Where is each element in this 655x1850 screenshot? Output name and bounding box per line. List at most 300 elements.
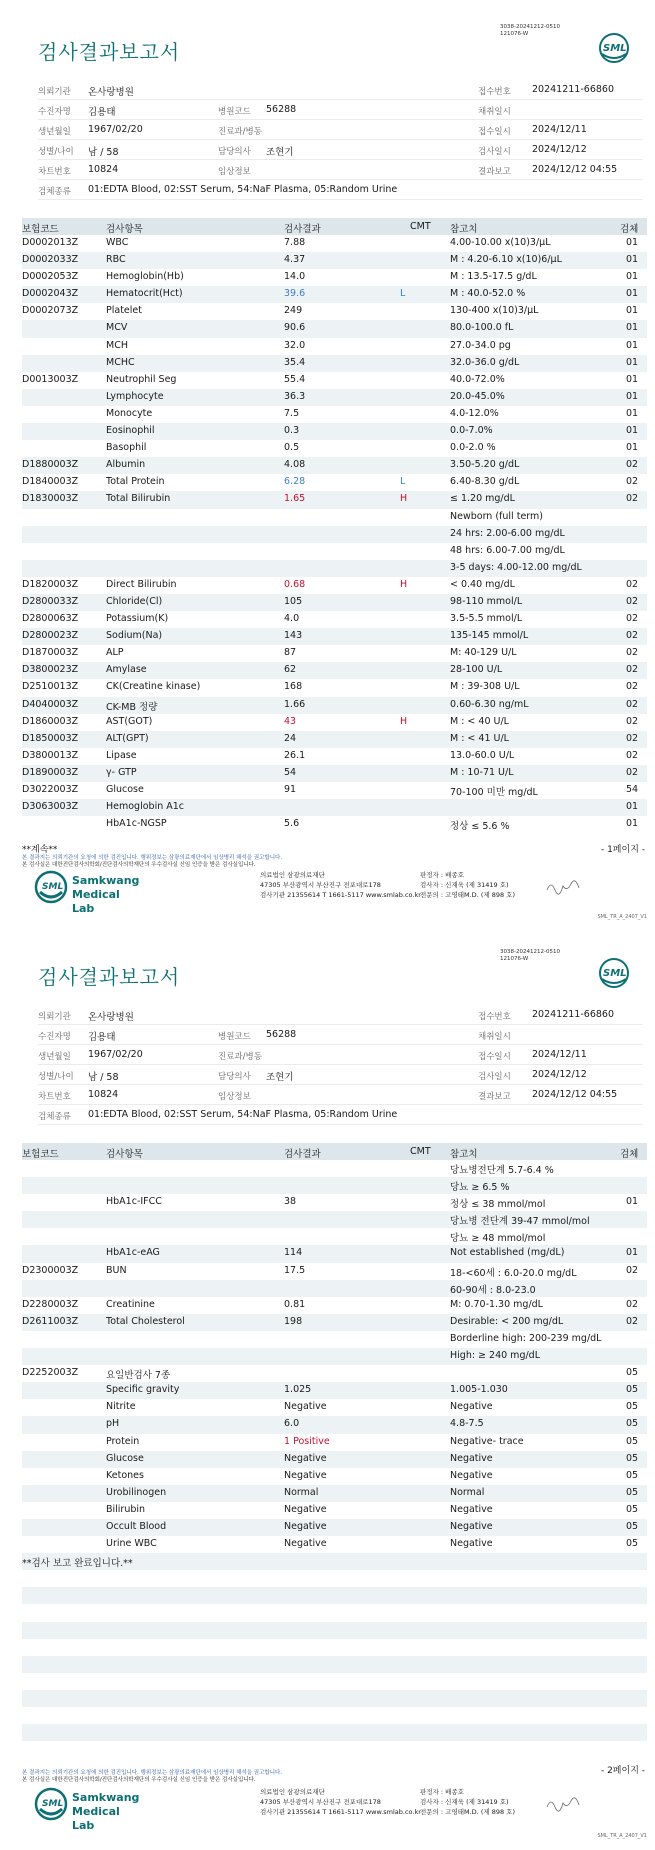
cell-item: Urobilinogen xyxy=(106,1486,167,1498)
cell-code: D3063003Z xyxy=(22,801,79,813)
cell-item: BUN xyxy=(106,1264,127,1276)
results-table-page-2 xyxy=(22,1143,647,1741)
cell-ref: 0.0-2.0 % xyxy=(450,442,496,454)
cell-item: Total Cholesterol xyxy=(106,1315,185,1327)
cell-code: D4040003Z xyxy=(22,698,79,710)
cell-ref: M : 4.20-6.10 x(10)6/μL xyxy=(450,254,562,266)
cell-ref: 3.50-5.20 g/dL xyxy=(450,459,520,471)
cell-spec: 01 xyxy=(626,801,639,813)
table-row xyxy=(22,543,647,560)
cell-spec: 02 xyxy=(626,715,639,727)
cell-item: Lymphocyte xyxy=(106,390,164,402)
cell-code: D1840003Z xyxy=(22,476,79,488)
cell-result: 1.66 xyxy=(284,698,306,710)
cell-spec: 02 xyxy=(626,1264,639,1276)
cell-spec: 01 xyxy=(626,442,639,454)
cell-ref: M: 40-129 U/L xyxy=(450,647,517,659)
table-row xyxy=(22,1485,647,1502)
cell-spec: 01 xyxy=(626,1196,639,1208)
cell-ref: Negative xyxy=(450,1469,493,1481)
cell-item: HbA1c-NGSP xyxy=(106,818,167,830)
table-row xyxy=(22,269,647,286)
empty-row xyxy=(22,1639,647,1656)
cell-spec: 01 xyxy=(626,288,639,300)
table-row xyxy=(22,286,647,303)
cell-item: Bilirubin xyxy=(106,1503,146,1515)
table-row xyxy=(22,423,647,440)
cell-ref: Negative xyxy=(450,1538,493,1550)
cell-spec: 02 xyxy=(626,1315,639,1327)
cell-spec: 02 xyxy=(626,595,639,607)
cell-code: D1830003Z xyxy=(22,493,79,505)
cell-ref: 1.005-1.030 xyxy=(450,1384,508,1396)
table-header: 보험코드 검사항목 검사결과 CMT 참고치 검체 xyxy=(22,218,647,235)
cell-result: 105 xyxy=(284,595,303,607)
cell-ref: 4.8-7.5 xyxy=(450,1418,484,1430)
cell-item: CK-MB 정량 xyxy=(106,701,158,713)
cell-ref: 70-100 미만 mg/dL xyxy=(450,787,538,798)
cell-code: D2800033Z xyxy=(22,595,79,607)
cell-result: 90.6 xyxy=(284,322,306,334)
signature-icon xyxy=(545,876,581,896)
cell-ref: 당뇨병전단계 5.7-6.4 % xyxy=(450,1165,554,1176)
cell-result: 87 xyxy=(284,647,297,659)
cell-result: Normal xyxy=(284,1486,319,1498)
cell-spec: 01 xyxy=(626,1247,639,1259)
cell-result: 35.4 xyxy=(284,356,306,368)
cell-result: 0.68 xyxy=(284,578,306,590)
cell-result: 14.0 xyxy=(284,271,306,283)
table-row xyxy=(22,509,647,526)
table-row xyxy=(22,1468,647,1485)
cell-spec: 05 xyxy=(626,1538,639,1550)
cell-item: Platelet xyxy=(106,305,142,317)
cell-result: 54 xyxy=(284,766,297,778)
table-row xyxy=(22,1177,647,1194)
cell-ref: 27.0-34.0 pg xyxy=(450,339,511,351)
cell-code: D2252003Z xyxy=(22,1367,79,1379)
table-row xyxy=(22,662,647,679)
table-row xyxy=(22,252,647,269)
cell-item: Basophil xyxy=(106,442,147,454)
cell-item: Sodium(Na) xyxy=(106,630,163,642)
cell-item: Neutrophil Seg xyxy=(106,373,177,385)
samkwang-logo: SML Samkwang Medical Lab xyxy=(34,868,144,914)
cell-item: ALP xyxy=(106,647,124,659)
cell-ref: 130-400 x(10)3/μL xyxy=(450,305,539,317)
cell-item: Glucose xyxy=(106,1452,144,1464)
cell-result: 5.6 xyxy=(284,818,300,830)
table-row xyxy=(22,1519,647,1536)
cell-result: Negative xyxy=(284,1538,327,1550)
cell-spec: 05 xyxy=(626,1401,639,1413)
cell-spec: 01 xyxy=(626,356,639,368)
table-row xyxy=(22,1434,647,1451)
cell-spec: 05 xyxy=(626,1520,639,1532)
cell-result: 17.5 xyxy=(284,1264,306,1276)
cell-spec: 02 xyxy=(626,630,639,642)
report-title: 검사결과보고서 xyxy=(38,40,181,64)
cell-ref: M: 0.70-1.30 mg/dL xyxy=(450,1298,543,1310)
cell-ref: ≤ 1.20 mg/dL xyxy=(450,493,515,505)
table-row xyxy=(22,1553,647,1570)
cell-result: Negative xyxy=(284,1452,327,1464)
empty-row xyxy=(22,1707,647,1724)
cell-spec: 02 xyxy=(626,613,639,625)
empty-row xyxy=(22,1656,647,1673)
cell-result: 1 Positive xyxy=(284,1435,330,1447)
cell-result: 249 xyxy=(284,305,303,317)
cell-spec: 02 xyxy=(626,578,639,590)
cell-code: D2611003Z xyxy=(22,1315,79,1327)
cell-spec: 05 xyxy=(626,1418,639,1430)
patient-info: 의뢰기관 온사랑병원 접수번호 20241211-66860 수진자명 김용태 병원코드 56288 채취일시 생년월일 1967/02/20 진료과/병동 접수일시 2024/12/11 성별/나이 남 / 58 담당의사 조현기 검사일시 2024/12/12 차트번호 10824 임상정보 결과보고 2024/12/12 04:55 검체종류 01:EDTA Blood, 02:SST Serum, 54:NaF Plasma, 05:Random Urine xyxy=(38,1005,643,1125)
cell-result: 36.3 xyxy=(284,390,306,402)
empty-row xyxy=(22,1724,647,1741)
cell-item: Nitrite xyxy=(106,1401,136,1413)
cell-ref: 당뇨병 전단계 39-47 mmol/mol xyxy=(450,1216,590,1228)
cell-item: Occult Blood xyxy=(106,1520,167,1532)
table-row xyxy=(22,406,647,423)
cell-result: 55.4 xyxy=(284,373,306,385)
cell-ref: M : 13.5-17.5 g/dL xyxy=(450,271,537,283)
cell-item: AST(GOT) xyxy=(106,715,153,727)
cell-item: Lipase xyxy=(106,749,137,761)
cell-ref: M : 40.0-52.0 % xyxy=(450,288,526,300)
cell-result: 4.37 xyxy=(284,254,306,266)
cell-flag: L xyxy=(400,288,406,300)
table-row xyxy=(22,816,647,833)
cell-result: 114 xyxy=(284,1247,303,1259)
report-page-2 xyxy=(0,925,655,1850)
cell-code: D3800013Z xyxy=(22,749,79,761)
cell-item: Protein xyxy=(106,1435,140,1447)
cell-ref: 정상 ≤ 5.6 % xyxy=(450,821,510,833)
table-row xyxy=(22,338,647,355)
sml-logo-icon: SML xyxy=(598,32,630,64)
cell-result: Negative xyxy=(284,1469,327,1481)
cell-item: Chloride(Cl) xyxy=(106,595,163,607)
table-row xyxy=(22,355,647,372)
cell-flag: H xyxy=(400,715,408,727)
cell-ref: 32.0-36.0 g/dL xyxy=(450,356,520,368)
cell-item: pH xyxy=(106,1418,120,1430)
table-row xyxy=(22,731,647,748)
cell-ref: 20.0-45.0% xyxy=(450,390,505,402)
cell-ref: < 0.40 mg/dL xyxy=(450,578,515,590)
cell-ref: Newborn (full term) xyxy=(450,510,543,522)
empty-row xyxy=(22,1622,647,1639)
table-row xyxy=(22,303,647,320)
cell-ref: 13.0-60.0 U/L xyxy=(450,749,515,761)
cell-code: D1890003Z xyxy=(22,766,79,778)
cell-code: D0002053Z xyxy=(22,271,79,283)
disclaimer: 본 결과지는 의뢰기관의 요청에 의한 검진입니다. 행위정보는 삼광의료재단에서 임상병리 해석을 권고합니다. 본 검사실은 대한진단검사의학회/진단검사의학재단의 우수검사실 신임 인증을 받은 검사실입니다. xyxy=(22,855,283,868)
cell-code: D2300003Z xyxy=(22,1264,79,1276)
cell-spec: 01 xyxy=(626,818,639,830)
cell-spec: 01 xyxy=(626,237,639,248)
table-row xyxy=(22,1536,647,1553)
cell-spec: 05 xyxy=(626,1384,639,1396)
cell-item: Specific gravity xyxy=(106,1384,180,1396)
table-row xyxy=(22,1297,647,1314)
cell-code: D0013003Z xyxy=(22,373,79,385)
cell-ref: High: ≥ 240 mg/dL xyxy=(450,1350,540,1362)
table-row xyxy=(22,594,647,611)
cell-item: Creatinine xyxy=(106,1298,155,1310)
table-row xyxy=(22,1365,647,1382)
table-row xyxy=(22,440,647,457)
version-code: SML_TR_A_2407_V1 xyxy=(597,914,647,920)
report-title: 검사결과보고서 xyxy=(38,965,181,989)
cell-result: 198 xyxy=(284,1315,303,1327)
table-row xyxy=(22,474,647,491)
table-row xyxy=(22,1502,647,1519)
cell-item: Albumin xyxy=(106,459,146,471)
cell-result: 62 xyxy=(284,664,297,676)
cell-ref: 24 hrs: 2.00-6.00 mg/dL xyxy=(450,527,565,539)
cell-code: D0002043Z xyxy=(22,288,79,300)
cell-spec: 02 xyxy=(626,732,639,744)
cell-result: 43 xyxy=(284,715,297,727)
cell-item: Eosinophil xyxy=(106,425,155,437)
cell-result: Negative xyxy=(284,1503,327,1515)
cell-ref: M : 10-71 U/L xyxy=(450,766,514,778)
page-number: - 2페이지 - xyxy=(600,1766,645,1776)
table-row xyxy=(22,372,647,389)
results-table-page-1 xyxy=(22,218,647,833)
cell-ref: 60-90세 : 8.0-23.0 xyxy=(450,1284,536,1296)
cell-ref: Borderline high: 200-239 mg/dL xyxy=(450,1332,602,1344)
table-row xyxy=(22,765,647,782)
cell-result: 26.1 xyxy=(284,749,306,761)
cell-flag: L xyxy=(400,476,406,488)
cell-ref: 4.0-12.0% xyxy=(450,407,499,419)
cell-ref: 0.0-7.0% xyxy=(450,425,493,437)
cell-spec: 02 xyxy=(626,1298,639,1310)
cell-ref: Desirable: < 200 mg/dL xyxy=(450,1315,564,1327)
cell-flag: H xyxy=(400,493,408,505)
cell-code: D2800063Z xyxy=(22,613,79,625)
cell-item: Hemoglobin(Hb) xyxy=(106,271,184,283)
cell-ref: 3-5 days: 4.00-12.00 mg/dL xyxy=(450,561,582,573)
cell-item: Direct Bilirubin xyxy=(106,578,177,590)
cell-code: D2280003Z xyxy=(22,1298,79,1310)
table-row xyxy=(22,457,647,474)
table-row xyxy=(22,628,647,645)
cell-item: Total Bilirubin xyxy=(106,493,171,505)
cell-item: γ- GTP xyxy=(106,766,137,778)
sml-logo-icon: SML xyxy=(598,957,630,989)
cell-ref: Negative- trace xyxy=(450,1435,524,1447)
cell-item: RBC xyxy=(106,254,126,266)
cell-ref: 98-110 mmol/L xyxy=(450,595,523,607)
table-row xyxy=(22,1245,647,1262)
cell-result: 38 xyxy=(284,1196,297,1208)
cell-ref: 6.40-8.30 g/dL xyxy=(450,476,520,488)
cell-ref: M : < 40 U/L xyxy=(450,715,509,727)
cell-ref: Negative xyxy=(450,1452,493,1464)
empty-row xyxy=(22,1604,647,1621)
cell-result: 4.0 xyxy=(284,613,300,625)
table-row xyxy=(22,1263,647,1280)
cell-ref: 48 hrs: 6.00-7.00 mg/dL xyxy=(450,544,565,556)
table-row xyxy=(22,679,647,696)
table-row xyxy=(22,748,647,765)
lab-address: 의료법인 삼광의료재단 47305 부산광역시 부산진구 전포대로178 검사기관 21355614 T 1661-5117 www.smlab.co.kr xyxy=(260,1788,421,1816)
cell-spec: 02 xyxy=(626,476,639,488)
cell-spec: 02 xyxy=(626,681,639,693)
signatories: 판정자 : 배종호 검사자 : 신재욱 (제 31419 호) 전문의 : 고영태M.D. (제 898 호) xyxy=(420,871,515,899)
cell-item: 요일반검사 7종 xyxy=(106,1370,171,1382)
patient-info: 의뢰기관 온사랑병원 접수번호 20241211-66860 수진자명 김용태 병원코드 56288 채취일시 생년월일 1967/02/20 진료과/병동 접수일시 2024/12/11 성별/나이 남 / 58 담당의사 조현기 검사일시 2024/12/12 차트번호 10824 임상정보 결과보고 2024/12/12 04:55 검체종류 01:EDTA Blood, 02:SST Serum, 54:NaF Plasma, 05:Random Urine xyxy=(38,80,643,200)
cell-ref: 당뇨 ≥ 48 mmol/mol xyxy=(450,1233,546,1245)
cell-ref: Negative xyxy=(450,1520,493,1532)
table-row xyxy=(22,714,647,731)
cell-item: WBC xyxy=(106,237,129,248)
cell-spec: 01 xyxy=(626,425,639,437)
cell-spec: 02 xyxy=(626,664,639,676)
cell-spec: 02 xyxy=(626,698,639,710)
cell-item: Urine WBC xyxy=(106,1538,157,1550)
cell-code: D0002013Z xyxy=(22,237,79,248)
cell-code: D1860003Z xyxy=(22,715,79,727)
cell-ref: 40.0-72.0% xyxy=(450,373,505,385)
cell-spec: 01 xyxy=(626,271,639,283)
table-row xyxy=(22,1228,647,1245)
cell-code: D1870003Z xyxy=(22,647,79,659)
cell-spec: 01 xyxy=(626,373,639,385)
cell-spec: 05 xyxy=(626,1452,639,1464)
table-row xyxy=(22,491,647,508)
cell-spec: 01 xyxy=(626,407,639,419)
cell-ref: Normal xyxy=(450,1486,485,1498)
svg-text:SML: SML xyxy=(42,1799,64,1809)
cell-ref: 135-145 mmol/L xyxy=(450,630,529,642)
table-row xyxy=(22,320,647,337)
cell-result: 1.65 xyxy=(284,493,306,505)
cell-ref: 80.0-100.0 fL xyxy=(450,322,514,334)
cell-spec: 05 xyxy=(626,1435,639,1447)
samkwang-logo-icon xyxy=(34,870,68,904)
cell-result: 6.0 xyxy=(284,1418,300,1430)
cell-spec: 02 xyxy=(626,647,639,659)
cell-code: D2510013Z xyxy=(22,681,79,693)
cell-ref: 18-<60세 : 6.0-20.0 mg/dL xyxy=(450,1267,577,1279)
cell-spec: 01 xyxy=(626,322,639,334)
cell-item: Total Protein xyxy=(106,476,165,488)
table-row xyxy=(22,1314,647,1331)
cell-ref: 28-100 U/L xyxy=(450,664,503,676)
empty-row xyxy=(22,1587,647,1604)
cell-result: 143 xyxy=(284,630,303,642)
cell-result: 91 xyxy=(284,784,297,795)
cell-code: D0002073Z xyxy=(22,305,79,317)
cell-spec: 02 xyxy=(626,766,639,778)
cell-result: 0.3 xyxy=(284,425,300,437)
top-code: 3038-20241212-0510 121076-W xyxy=(500,949,560,962)
cell-result: 0.81 xyxy=(284,1298,306,1310)
table-row xyxy=(22,1382,647,1399)
cell-code: D1820003Z xyxy=(22,578,79,590)
cell-code: D3022003Z xyxy=(22,784,79,795)
signature-icon xyxy=(545,1793,581,1813)
empty-row xyxy=(22,1673,647,1690)
cell-ref: 0.60-6.30 ng/mL xyxy=(450,698,529,710)
cell-code: **검사 보고 완료입니다.** xyxy=(22,1558,133,1570)
table-row xyxy=(22,577,647,594)
cell-item: Glucose xyxy=(106,784,144,795)
disclaimer: 본 결과지는 의뢰기관의 요청에 의한 검진입니다. 행위정보는 삼광의료재단에서 임상병리 해석을 권고합니다. 본 검사실은 대한진단검사의학회/진단검사의학재단의 우수검사실 신임 인증을 받은 검사실입니다. xyxy=(22,1770,283,1783)
cell-result: 4.08 xyxy=(284,459,306,471)
cell-result: 6.28 xyxy=(284,476,306,488)
samkwang-logo-icon xyxy=(34,1787,68,1821)
cell-ref: Negative xyxy=(450,1401,493,1413)
table-row xyxy=(22,1160,647,1177)
table-row xyxy=(22,1348,647,1365)
table-header: 보험코드 검사항목 검사결과 CMT 참고치 검체 xyxy=(22,1143,647,1160)
table-row xyxy=(22,1280,647,1297)
cell-item: Amylase xyxy=(106,664,147,676)
table-row xyxy=(22,1399,647,1416)
cell-spec: 01 xyxy=(626,254,639,266)
cell-spec: 54 xyxy=(626,784,639,795)
table-row xyxy=(22,1194,647,1211)
cell-item: MCH xyxy=(106,339,128,351)
cell-spec: 05 xyxy=(626,1469,639,1481)
cell-spec: 01 xyxy=(626,390,639,402)
table-row xyxy=(22,645,647,662)
cell-spec: 01 xyxy=(626,305,639,317)
cell-ref: Not established (mg/dL) xyxy=(450,1247,565,1259)
cell-item: ALT(GPT) xyxy=(106,732,149,744)
cell-code: D1850003Z xyxy=(22,732,79,744)
cell-item: HbA1c-IFCC xyxy=(106,1196,162,1208)
cell-spec: 01 xyxy=(626,339,639,351)
table-row xyxy=(22,1416,647,1433)
samkwang-logo: SML Samkwang Medical Lab xyxy=(34,1785,144,1831)
table-row xyxy=(22,697,647,714)
top-code: 3038-20241212-0510 121076-W xyxy=(500,24,560,37)
cell-item: CK(Creatine kinase) xyxy=(106,681,201,693)
lab-address: 의료법인 삼광의료재단 47305 부산광역시 부산진구 전포대로178 검사기관 21355614 T 1661-5117 www.smlab.co.kr xyxy=(260,871,421,899)
cell-code: D3800023Z xyxy=(22,664,79,676)
cell-ref: 4.00-10.00 x(10)3/μL xyxy=(450,237,551,248)
svg-text:SML: SML xyxy=(42,882,64,892)
cell-result: 7.88 xyxy=(284,237,306,248)
cell-ref: 당뇨 ≥ 6.5 % xyxy=(450,1182,510,1194)
cell-result: 32.0 xyxy=(284,339,306,351)
table-row xyxy=(22,560,647,577)
cell-spec: 02 xyxy=(626,459,639,471)
cell-spec: 02 xyxy=(626,749,639,761)
empty-row xyxy=(22,1570,647,1587)
cell-spec: 05 xyxy=(626,1486,639,1498)
cell-ref: 3.5-5.5 mmol/L xyxy=(450,613,523,625)
cell-item: MCHC xyxy=(106,356,135,368)
continued-note: **계속** xyxy=(22,845,58,855)
cell-code: D2800023Z xyxy=(22,630,79,642)
cell-ref: 정상 ≤ 38 mmol/mol xyxy=(450,1199,546,1211)
cell-flag: H xyxy=(400,578,408,590)
cell-item: Monocyte xyxy=(106,407,153,419)
table-row xyxy=(22,799,647,816)
table-row xyxy=(22,782,647,799)
cell-result: 7.5 xyxy=(284,407,300,419)
cell-spec: 05 xyxy=(626,1367,639,1379)
cell-ref: M : 39-308 U/L xyxy=(450,681,520,693)
cell-result: 24 xyxy=(284,732,297,744)
